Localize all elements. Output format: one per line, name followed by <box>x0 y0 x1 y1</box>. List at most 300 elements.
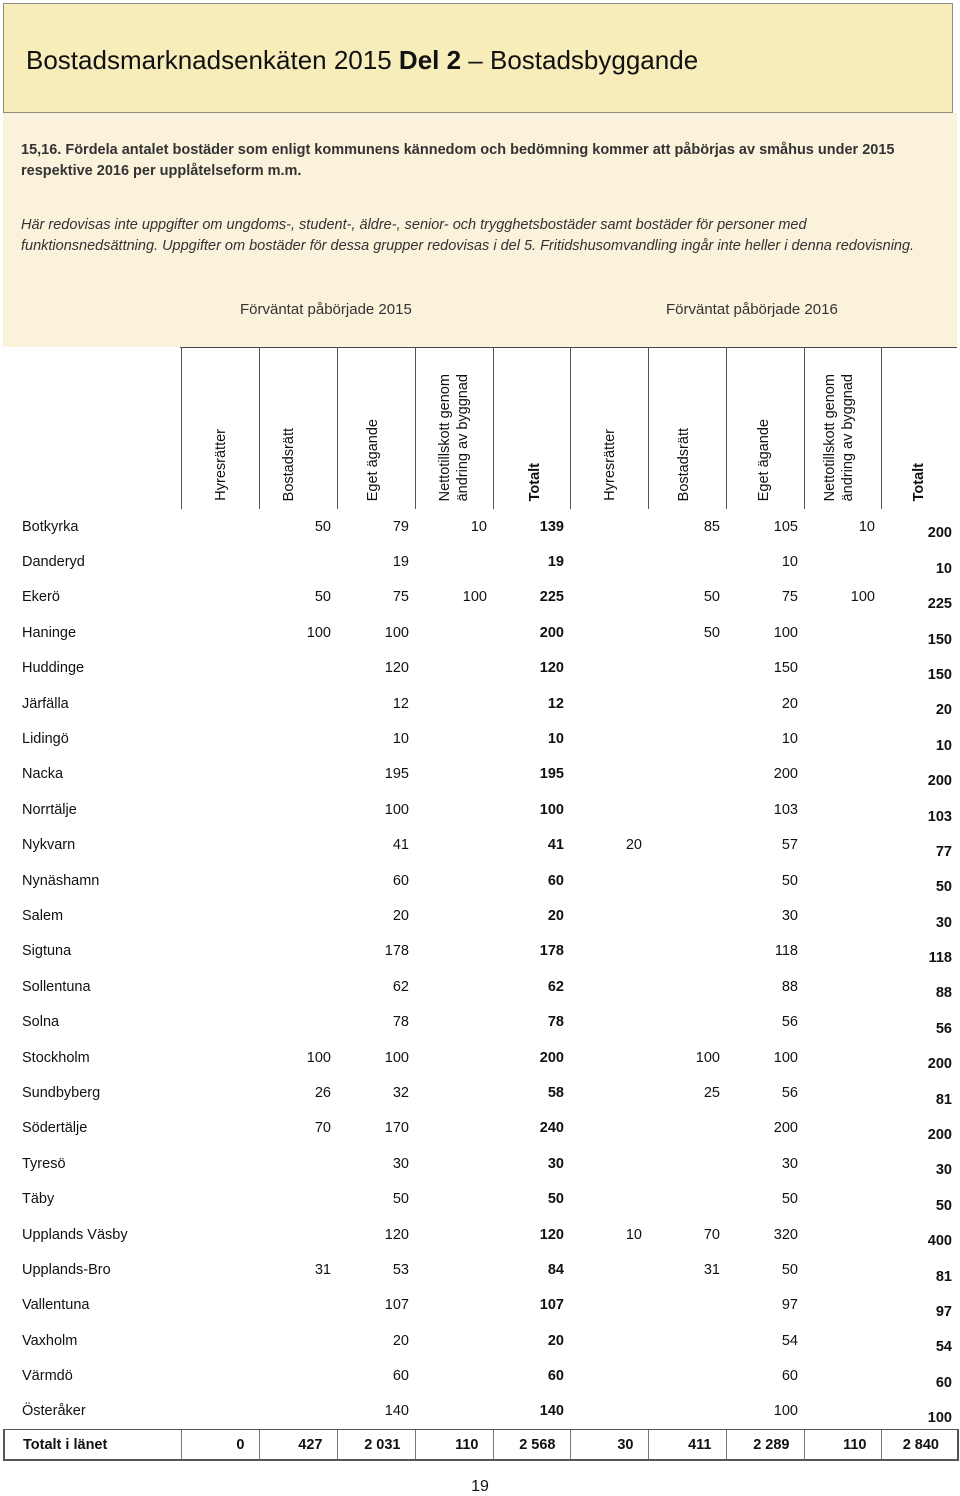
table-cell <box>804 1288 881 1323</box>
table-cell: 100 <box>695 1049 720 1066</box>
table-cell: 10 <box>625 1226 642 1243</box>
table-cell: 50 <box>314 589 331 606</box>
table-cell <box>648 1358 726 1393</box>
table-cell <box>259 1358 337 1393</box>
table-cell: 50 <box>703 624 720 641</box>
table-cell: 25 <box>703 1084 720 1101</box>
table-cell: 100 <box>927 1410 952 1427</box>
table-row <box>4 615 958 650</box>
table-cell: 30 <box>781 1155 798 1172</box>
municipality-name: Haninge <box>22 624 77 641</box>
table-cell: 170 <box>384 1120 409 1137</box>
table-cell <box>648 721 726 756</box>
table-cell <box>570 721 648 756</box>
table-cell <box>648 1323 726 1358</box>
table-cell <box>804 721 881 756</box>
table-row <box>4 686 958 721</box>
table-cell <box>570 863 648 898</box>
table-cell: 100 <box>384 1049 409 1066</box>
table-cell <box>648 792 726 827</box>
table-cell <box>259 1323 337 1358</box>
table-cell <box>181 828 259 863</box>
table-cell: 400 <box>927 1233 952 1250</box>
table-row <box>4 898 958 933</box>
table-cell: 56 <box>781 1014 798 1031</box>
total-cell: 110 <box>804 1430 881 1461</box>
table-cell: 150 <box>927 666 952 683</box>
table-cell: 200 <box>539 1049 564 1066</box>
table-cell: 20 <box>547 1332 564 1349</box>
table-row <box>4 1394 958 1430</box>
table-cell <box>804 1181 881 1216</box>
table-row <box>4 509 958 544</box>
table-cell <box>259 969 337 1004</box>
table-cell: 150 <box>773 660 798 677</box>
table-cell: 50 <box>935 1197 952 1214</box>
municipality-name: Vallentuna <box>22 1297 90 1314</box>
table-row <box>4 792 958 827</box>
table-cell: 26 <box>314 1084 331 1101</box>
table-row <box>4 757 958 792</box>
table-cell <box>181 1040 259 1075</box>
table-cell: 50 <box>781 872 798 889</box>
table-cell: 200 <box>773 766 798 783</box>
table-cell <box>570 1252 648 1287</box>
table-cell <box>648 651 726 686</box>
data-table <box>3 347 959 1461</box>
total-row <box>4 1430 958 1461</box>
table-row <box>4 721 958 756</box>
municipality-name: Sollentuna <box>22 978 91 995</box>
table-cell: 60 <box>935 1374 952 1391</box>
table-cell <box>804 1040 881 1075</box>
table-cell <box>415 898 493 933</box>
table-cell <box>181 1252 259 1287</box>
table-row <box>4 863 958 898</box>
table-cell <box>804 1358 881 1393</box>
table-cell: 10 <box>935 737 952 754</box>
table-cell: 60 <box>781 1368 798 1385</box>
table-cell <box>415 1358 493 1393</box>
municipality-name: Danderyd <box>22 554 85 571</box>
table-cell <box>804 898 881 933</box>
table-cell: 30 <box>935 1162 952 1179</box>
table-cell: 79 <box>392 518 409 535</box>
table-cell <box>570 934 648 969</box>
table-row <box>4 1075 958 1110</box>
table-cell <box>181 721 259 756</box>
municipality-name: Södertälje <box>22 1120 88 1137</box>
table-cell <box>415 828 493 863</box>
table-cell: 100 <box>850 589 875 606</box>
table-row <box>4 1111 958 1146</box>
table-cell: 78 <box>547 1014 564 1031</box>
col-header-bostadsratt-2016: Bostadsrätt <box>648 347 726 509</box>
table-cell <box>804 1111 881 1146</box>
table-cell: 20 <box>392 1332 409 1349</box>
total-cell: 411 <box>648 1430 726 1461</box>
table-cell <box>648 898 726 933</box>
table-cell: 10 <box>781 731 798 748</box>
table-cell <box>804 1146 881 1181</box>
table-body <box>4 509 958 1460</box>
table-cell <box>804 1323 881 1358</box>
table-cell: 103 <box>773 801 798 818</box>
table-cell: 30 <box>392 1155 409 1172</box>
municipality-name: Vaxholm <box>22 1332 78 1349</box>
table-cell <box>181 863 259 898</box>
table-cell <box>259 934 337 969</box>
table-cell <box>181 1181 259 1216</box>
table-cell <box>181 898 259 933</box>
municipality-name: Nynäshamn <box>22 872 100 889</box>
table-cell <box>181 615 259 650</box>
total-cell: 2 289 <box>726 1430 804 1461</box>
table-cell <box>181 1217 259 1252</box>
table-cell: 81 <box>935 1268 952 1285</box>
table-row <box>4 651 958 686</box>
col-header-hyresratter-2016: Hyresrätter <box>570 347 648 509</box>
table-cell: 10 <box>781 554 798 571</box>
table-cell: 50 <box>392 1191 409 1208</box>
table-cell <box>415 686 493 721</box>
total-cell: 2 568 <box>493 1430 570 1461</box>
table-cell <box>259 792 337 827</box>
table-cell: 225 <box>539 589 564 606</box>
question-text: 15,16. Fördela antalet bostäder som enligt kommunens kännedom och bedömning kommer att påbörjas av småhus under 2015 respektive 2016 per upplåtelseform m.m. <box>21 142 895 179</box>
table-cell: 20 <box>392 907 409 924</box>
table-cell: 50 <box>547 1191 564 1208</box>
table-cell <box>570 898 648 933</box>
table-cell: 120 <box>539 660 564 677</box>
table-cell <box>804 615 881 650</box>
table-cell <box>181 1146 259 1181</box>
table-cell: 200 <box>773 1120 798 1137</box>
table-cell: 30 <box>547 1155 564 1172</box>
table-cell <box>570 1075 648 1110</box>
col-header-totalt-2016: Totalt <box>881 347 958 509</box>
total-cell: 110 <box>415 1430 493 1461</box>
table-cell: 50 <box>781 1191 798 1208</box>
table-cell <box>804 792 881 827</box>
note-text: Här redovisas inte uppgifter om ungdoms-, student-, äldre-, senior- och trygghetsbostäder samt bostäder för personer med funktionsnedsättning. Uppgifter om bostäder för dessa grupper redovisas i del 5. Fritidshusomvandling ingår inte heller i denna redovisning. <box>21 217 915 254</box>
table-cell <box>570 757 648 792</box>
table-cell <box>570 1323 648 1358</box>
table-cell <box>648 757 726 792</box>
table-cell <box>804 969 881 1004</box>
table-cell: 75 <box>392 589 409 606</box>
table-cell <box>259 1004 337 1039</box>
table-cell <box>648 686 726 721</box>
table-cell: 75 <box>781 589 798 606</box>
table-cell: 60 <box>392 872 409 889</box>
municipality-name: Salem <box>22 907 64 924</box>
table-cell <box>804 863 881 898</box>
table-cell: 60 <box>392 1368 409 1385</box>
municipality-name: Upplands Väsby <box>22 1226 128 1243</box>
table-cell <box>570 969 648 1004</box>
municipality-name: Järfälla <box>22 695 69 712</box>
table-cell <box>415 721 493 756</box>
table-cell <box>570 1146 648 1181</box>
table-cell: 100 <box>773 624 798 641</box>
table-cell <box>648 544 726 579</box>
table-cell <box>259 1146 337 1181</box>
municipality-name: Täby <box>22 1191 55 1208</box>
table-cell <box>415 1111 493 1146</box>
table-cell <box>415 1040 493 1075</box>
table-cell: 50 <box>781 1261 798 1278</box>
table-cell: 10 <box>547 731 564 748</box>
table-cell: 10 <box>470 518 487 535</box>
table-cell: 31 <box>703 1261 720 1278</box>
table-cell <box>181 509 259 544</box>
table-cell <box>181 1004 259 1039</box>
table-cell: 240 <box>539 1120 564 1137</box>
table-cell: 85 <box>703 518 720 535</box>
table-cell: 30 <box>781 907 798 924</box>
table-row <box>4 828 958 863</box>
corner-cell <box>4 347 181 509</box>
table-cell <box>181 651 259 686</box>
table-cell <box>415 1004 493 1039</box>
total-cell: 2 840 <box>881 1430 958 1461</box>
municipality-name: Tyresö <box>22 1155 66 1172</box>
table-cell <box>648 1181 726 1216</box>
table-cell: 88 <box>935 985 952 1002</box>
table-cell <box>570 1394 648 1430</box>
table-row <box>4 1323 958 1358</box>
municipality-name: Ekerö <box>22 589 60 606</box>
col-header-totalt-2015: Totalt <box>493 347 570 509</box>
table-cell: 100 <box>539 801 564 818</box>
table-cell: 54 <box>781 1332 798 1349</box>
table-cell: 100 <box>306 1049 331 1066</box>
table-cell <box>804 686 881 721</box>
table-cell <box>804 651 881 686</box>
table-cell <box>570 615 648 650</box>
municipality-name: Upplands-Bro <box>22 1261 111 1278</box>
municipality-name: Nacka <box>22 766 64 783</box>
table-cell <box>648 934 726 969</box>
table-cell <box>415 1181 493 1216</box>
table-cell <box>181 792 259 827</box>
table-cell <box>259 1288 337 1323</box>
table-cell <box>804 544 881 579</box>
table-cell: 81 <box>935 1091 952 1108</box>
table-cell <box>415 1288 493 1323</box>
table-row <box>4 1358 958 1393</box>
table-cell <box>181 1288 259 1323</box>
table-cell: 78 <box>392 1014 409 1031</box>
table-cell <box>415 1217 493 1252</box>
table-cell: 56 <box>781 1084 798 1101</box>
municipality-name: Österåker <box>22 1403 86 1420</box>
table-cell <box>570 1004 648 1039</box>
table-row <box>4 580 958 615</box>
table-cell <box>804 1075 881 1110</box>
table-cell: 12 <box>547 695 564 712</box>
table-cell: 41 <box>392 837 409 854</box>
table-row <box>4 544 958 579</box>
table-cell <box>181 1394 259 1430</box>
table-row <box>4 1146 958 1181</box>
municipality-name: Värmdö <box>22 1368 73 1385</box>
table-cell: 139 <box>539 518 564 535</box>
table-cell <box>648 969 726 1004</box>
table-cell: 20 <box>935 702 952 719</box>
table-cell: 200 <box>927 1056 952 1073</box>
table-cell: 200 <box>927 1127 952 1144</box>
table-cell: 20 <box>625 837 642 854</box>
table-cell: 100 <box>306 624 331 641</box>
table-cell: 100 <box>462 589 487 606</box>
table-cell: 200 <box>927 525 952 542</box>
table-cell <box>259 863 337 898</box>
table-cell <box>259 898 337 933</box>
table-cell: 58 <box>547 1084 564 1101</box>
table-cell <box>415 1075 493 1110</box>
table-cell <box>570 1288 648 1323</box>
municipality-name: Solna <box>22 1014 60 1031</box>
table-row <box>4 1181 958 1216</box>
table-cell <box>648 828 726 863</box>
table-cell <box>181 544 259 579</box>
col-header-eget-agande-2016: Eget ägande <box>726 347 804 509</box>
table-cell: 10 <box>858 518 875 535</box>
total-label: Totalt i länet <box>4 1430 181 1461</box>
table-cell <box>259 1217 337 1252</box>
table-cell <box>648 1288 726 1323</box>
table-cell: 118 <box>928 950 952 967</box>
total-cell: 30 <box>570 1430 648 1461</box>
table-cell <box>804 934 881 969</box>
table-cell <box>415 615 493 650</box>
table-cell <box>181 686 259 721</box>
table-row <box>4 969 958 1004</box>
table-cell: 70 <box>314 1120 331 1137</box>
table-cell: 77 <box>935 843 952 860</box>
col-header-bostadsratt-2015: Bostadsrätt <box>259 347 337 509</box>
table-cell <box>804 828 881 863</box>
table-cell <box>181 757 259 792</box>
table-cell: 140 <box>539 1403 564 1420</box>
municipality-name: Sigtuna <box>22 943 72 960</box>
table-cell <box>259 651 337 686</box>
table-cell <box>415 544 493 579</box>
table-cell: 120 <box>384 1226 409 1243</box>
table-cell <box>415 863 493 898</box>
table-cell <box>181 1075 259 1110</box>
table-cell: 97 <box>935 1303 952 1320</box>
table-cell <box>259 828 337 863</box>
table-cell <box>648 1146 726 1181</box>
total-cell: 0 <box>181 1430 259 1461</box>
table-cell: 200 <box>927 773 952 790</box>
table-cell: 20 <box>547 907 564 924</box>
table-cell <box>804 1394 881 1430</box>
municipality-name: Norrtälje <box>22 801 77 818</box>
table-row <box>4 1217 958 1252</box>
table-cell: 103 <box>927 808 952 825</box>
table-cell: 97 <box>781 1297 798 1314</box>
table-cell: 62 <box>392 978 409 995</box>
table-cell: 195 <box>384 766 409 783</box>
table-cell: 60 <box>547 1368 564 1385</box>
table-cell <box>570 1181 648 1216</box>
table-cell <box>415 969 493 1004</box>
page-number: 19 <box>471 1478 489 1495</box>
table-cell <box>570 1111 648 1146</box>
table-cell <box>259 721 337 756</box>
table-cell: 32 <box>392 1084 409 1101</box>
col-header-netto-2015: Nettotillskott genom ändring av byggnad <box>415 347 493 509</box>
table-cell: 20 <box>781 695 798 712</box>
table-cell <box>570 792 648 827</box>
table-cell: 105 <box>773 518 798 535</box>
table-row <box>4 1004 958 1039</box>
table-cell <box>570 544 648 579</box>
table-cell <box>181 1323 259 1358</box>
table-cell: 57 <box>781 837 798 854</box>
table-cell: 70 <box>703 1226 720 1243</box>
table-cell: 150 <box>927 631 952 648</box>
table-cell: 31 <box>314 1261 331 1278</box>
table-cell: 41 <box>547 837 564 854</box>
table-cell: 120 <box>539 1226 564 1243</box>
municipality-name: Sundbyberg <box>22 1084 101 1101</box>
municipality-name: Stockholm <box>22 1049 90 1066</box>
table-cell <box>259 757 337 792</box>
table-cell <box>804 1252 881 1287</box>
table-cell: 200 <box>539 624 564 641</box>
table-row <box>4 1252 958 1287</box>
table-cell: 54 <box>935 1339 952 1356</box>
table-cell: 88 <box>781 978 798 995</box>
column-header-row <box>4 347 958 509</box>
table-cell <box>181 580 259 615</box>
table-cell <box>259 544 337 579</box>
table-cell <box>415 1146 493 1181</box>
table-cell: 84 <box>547 1261 564 1278</box>
table-cell <box>181 934 259 969</box>
table-cell <box>804 757 881 792</box>
table-cell <box>804 1004 881 1039</box>
table-cell: 62 <box>547 978 564 995</box>
table-cell <box>570 1040 648 1075</box>
table-row <box>4 1040 958 1075</box>
table-cell <box>181 969 259 1004</box>
table-cell <box>570 580 648 615</box>
table-cell <box>415 934 493 969</box>
table-cell: 50 <box>703 589 720 606</box>
table-cell: 19 <box>547 554 564 571</box>
total-cell: 2 031 <box>337 1430 415 1461</box>
table-cell <box>259 1394 337 1430</box>
table-cell: 107 <box>539 1297 564 1314</box>
table-row <box>4 1288 958 1323</box>
table-cell: 225 <box>927 596 952 613</box>
table-cell <box>570 686 648 721</box>
table-cell <box>415 792 493 827</box>
table-cell <box>415 1252 493 1287</box>
table-cell <box>648 1004 726 1039</box>
table-cell <box>259 1181 337 1216</box>
table-cell: 178 <box>539 943 564 960</box>
municipality-name: Nykvarn <box>22 837 76 854</box>
group-header-2016: Förväntat påbörjade 2016 <box>666 301 838 318</box>
municipality-name: Lidingö <box>22 731 69 748</box>
